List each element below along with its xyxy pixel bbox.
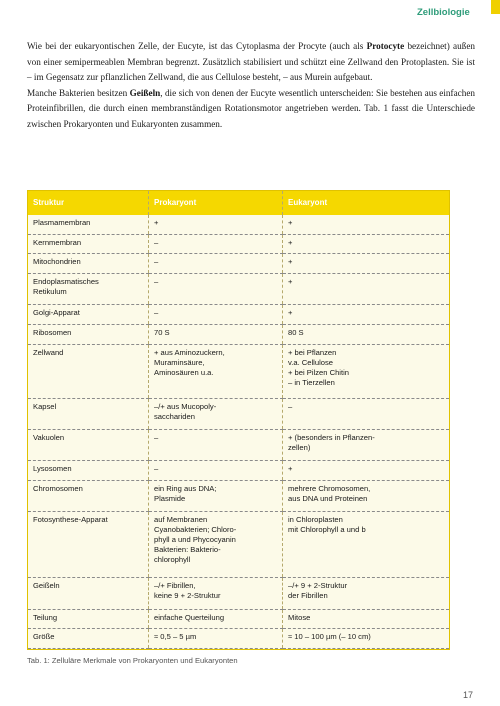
cell-prokaryont: – [149, 273, 283, 304]
table-caption: Tab. 1: Zelluläre Merkmale von Prokaryonten und Eukaryonten [27, 656, 238, 665]
header-eukaryont: Eukaryont [283, 191, 450, 215]
cell-eukaryont: in Chloroplasten mit Chlorophyll a und b [283, 512, 450, 578]
cell-struktur: Kapsel [28, 398, 149, 429]
comparison-table [27, 190, 450, 650]
table-row [28, 578, 449, 609]
header-struktur: Struktur [28, 191, 149, 215]
cell-prokaryont: + [149, 215, 283, 234]
cell-prokaryont: – [149, 234, 283, 254]
cell-prokaryont: auf Membranen Cyanobakterien; Chloro- phyll a und Phycocyanin Bakterien: Bakterio- chlorophyll [149, 512, 283, 578]
section-header: Zellbiologie [417, 7, 470, 18]
table-row [28, 430, 449, 461]
cell-struktur: Chromosomen [28, 481, 149, 512]
keyword-protocyte: Protocyte [366, 41, 405, 51]
table-body [28, 215, 449, 649]
cell-struktur: Teilung [28, 609, 149, 629]
cell-struktur: Vakuolen [28, 430, 149, 461]
paragraph-1: Wie bei der eukaryontischen Zelle, der Eucyte, ist das Cytoplasma der Procyte (auch als Protocyte bezeichnet) außen von einer semipermeablen Membran begrenzt. Zusätzlich stabilisiert und schützt eine Zellwand den Protoplasten. Sie ist – im Gegensatz zur pflanzlichen Zellwand, die aus Cellulose besteht, – aus Murein aufgebaut. [27, 41, 475, 83]
header-prokaryont: Prokaryont [149, 191, 283, 215]
cell-eukaryont: – [283, 398, 450, 429]
cell-eukaryont: + [283, 273, 450, 304]
table-row [28, 512, 449, 578]
cell-struktur: Geißeln [28, 578, 149, 609]
table-row [28, 215, 449, 234]
table-row [28, 629, 449, 649]
table-row [28, 461, 449, 481]
cell-prokaryont: – [149, 305, 283, 325]
page-number: 17 [463, 690, 474, 700]
table-row [28, 324, 449, 344]
table-row [28, 254, 449, 274]
cell-prokaryont: ein Ring aus DNA; Plasmide [149, 481, 283, 512]
section-tab-marker [491, 0, 500, 14]
keyword-geisseln: Geißeln [129, 87, 161, 98]
cell-eukaryont: Mitose [283, 609, 450, 629]
cell-eukaryont: –/+ 9 + 2-Struktur der Fibrillen [283, 578, 450, 609]
cell-struktur: Zellwand [28, 344, 149, 398]
body-text [27, 39, 475, 133]
cell-struktur: Fotosynthese-Apparat [28, 512, 149, 578]
cell-prokaryont: 70 S [149, 324, 283, 344]
table-row [28, 344, 449, 398]
cell-eukaryont: + [283, 461, 450, 481]
cell-eukaryont: + bei Pflanzen v.a. Cellulose + bei Pilzen Chitin – in Tierzellen [283, 344, 450, 398]
cell-struktur: Ribosomen [28, 324, 149, 344]
cell-prokaryont: + aus Aminozuckern, Muraminsäure, Aminosäuren u.a. [149, 344, 283, 398]
cell-struktur: Golgi-Apparat [28, 305, 149, 325]
cell-eukaryont: + (besonders in Pflanzen- zellen) [283, 430, 450, 461]
cell-struktur: Kernmembran [28, 234, 149, 254]
cell-eukaryont: + [283, 234, 450, 254]
cell-struktur: Plasmamembran [28, 215, 149, 234]
cell-eukaryont: + [283, 254, 450, 274]
table-row [28, 481, 449, 512]
cell-prokaryont: einfache Querteilung [149, 609, 283, 629]
cell-eukaryont: + [283, 305, 450, 325]
cell-struktur: Endoplasmatisches Retikulum [28, 273, 149, 304]
cell-prokaryont: –/+ aus Mucopoly- sacchariden [149, 398, 283, 429]
cell-prokaryont: –/+ Fibrillen, keine 9 + 2-Struktur [149, 578, 283, 609]
table-row [28, 609, 449, 629]
cell-prokaryont: – [149, 430, 283, 461]
cell-struktur: Mitochondrien [28, 254, 149, 274]
cell-struktur: Lysosomen [28, 461, 149, 481]
cell-struktur: Größe [28, 629, 149, 649]
cell-eukaryont: mehrere Chromosomen, aus DNA und Proteinen [283, 481, 450, 512]
table-header-row [28, 191, 449, 215]
cell-prokaryont: ≈ 0,5 – 5 µm [149, 629, 283, 649]
cell-prokaryont: – [149, 461, 283, 481]
cell-eukaryont: ≈ 10 – 100 µm (– 10 cm) [283, 629, 450, 649]
cell-eukaryont: 80 S [283, 324, 450, 344]
paragraph-2: Manche Bakterien besitzen Geißeln, die sich von denen der Eucyte wesentlich unterscheiden: Sie bestehen aus einfachen Proteinfibrillen, die durch einen membranständigen Rotationsmotor angetrieben werden. Tab. 1 fasst die Unterschiede zwischen Prokaryonten und Eukaryonten zusammen. [27, 87, 475, 129]
table-row [28, 234, 449, 254]
table-row [28, 305, 449, 325]
table-row [28, 398, 449, 429]
cell-prokaryont: – [149, 254, 283, 274]
table-row [28, 273, 449, 304]
cell-eukaryont: + [283, 215, 450, 234]
